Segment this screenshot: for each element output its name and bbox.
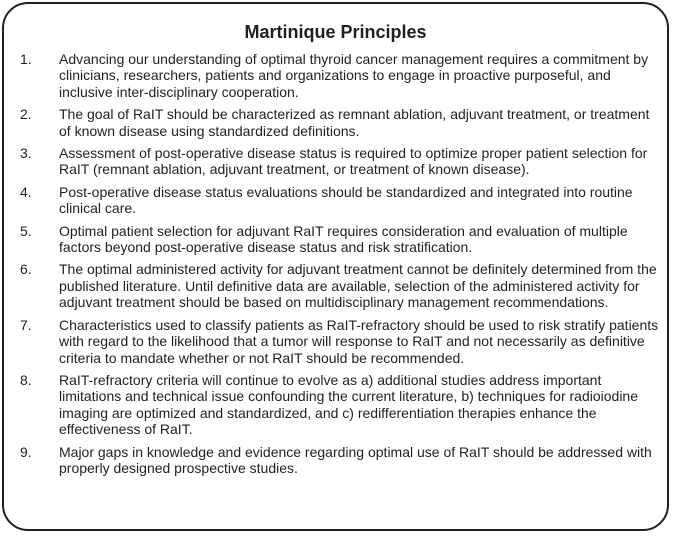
- principle-number: 1.: [20, 51, 32, 67]
- principle-item: [20, 223, 660, 256]
- page-title: Martinique Principles: [244, 22, 427, 42]
- principle-item: [20, 317, 660, 366]
- principle-number: 5.: [20, 222, 32, 239]
- principle-item: [20, 184, 660, 217]
- principle-text: Assessment of post-operative disease status is required to optimize proper patient selection for RaIT (remnant ablation, adjuvant treatment, or treatment of known disease).: [59, 145, 648, 178]
- principle-text: Characteristics used to classify patients as RaIT-refractory should be used to risk stratify patients with regard to the likelihood that a tumor will response to RaIT and not necessarily as definitive criteria to mandate whether or not RaIT should be recommended.: [59, 316, 659, 366]
- principle-text: The optimal administered activity for adjuvant treatment cannot be definitely determined from the published literature. Until definitive data are available, selection of the administered activity for adjuvant treatment should be based on multidisciplinary management recommendations.: [59, 261, 657, 311]
- principle-number: 4.: [20, 183, 32, 200]
- principle-text: Post-operative disease status evaluations should be standardized and integrated into routine clinical care.: [59, 183, 633, 217]
- principle-text: The goal of RaIT should be characterized as remnant ablation, adjuvant treatment, or treatment of known disease using standardized definitions.: [59, 106, 650, 139]
- principle-number: 9.: [20, 443, 32, 460]
- principle-number: 3.: [20, 145, 32, 162]
- principle-item: [20, 51, 660, 100]
- principle-text: RaIT-refractory criteria will continue to evolve as a) additional studies address important limitations and technical issue confounding the current literature, b) techniques for radioiodine imaging are optimized and standardized, and c) redifferentiation therapies enhance the effectiveness of RaIT.: [59, 371, 639, 438]
- principles-list: [20, 51, 660, 482]
- principle-number: 6.: [20, 261, 32, 278]
- principle-number: 2.: [20, 106, 32, 123]
- principle-item: [20, 145, 660, 178]
- principle-text: Major gaps in knowledge and evidence regarding optimal use of RaIT should be addressed with properly designed prospective studies.: [59, 443, 652, 476]
- principle-item: [20, 444, 660, 477]
- principle-text: Optimal patient selection for adjuvant RaIT requires consideration and evaluation of multiple factors beyond post-operative disease status and risk stratification.: [59, 222, 628, 256]
- principle-item: [20, 261, 660, 310]
- principle-item: [20, 106, 660, 139]
- principle-number: 8.: [20, 371, 32, 388]
- principle-number: 7.: [20, 316, 32, 333]
- principle-item: [20, 372, 660, 438]
- principle-text: Advancing our understanding of optimal thyroid cancer management requires a commitment by clinicians, researchers, patients and organizations to engage in proactive purposeful, and inclusive inter-disciplinary cooperation.: [59, 51, 649, 100]
